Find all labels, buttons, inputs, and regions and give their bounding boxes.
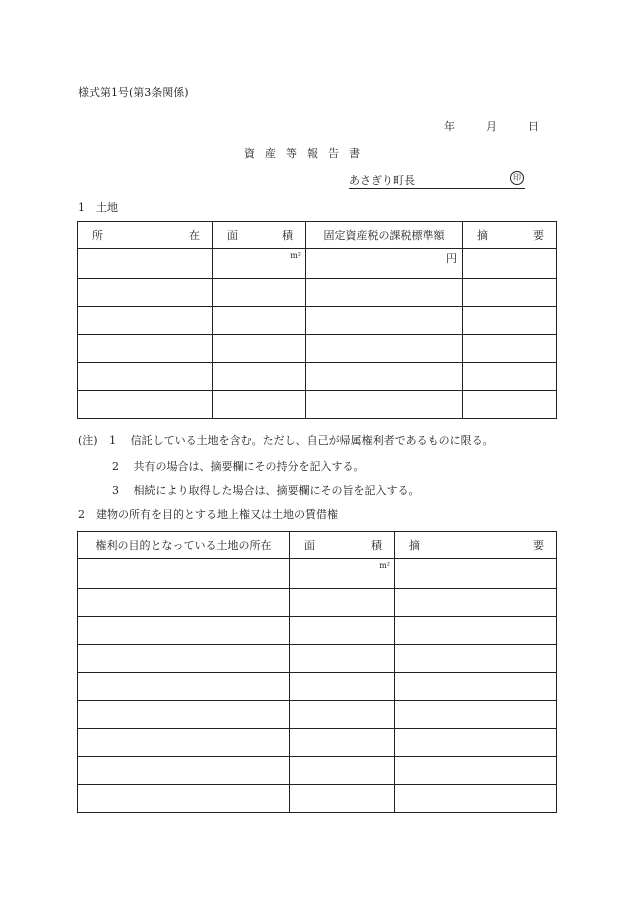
cell-remarks[interactable] xyxy=(395,785,557,813)
cell-land-location[interactable] xyxy=(78,785,290,813)
col-tax-base: 固定資産税の課税標準額 xyxy=(306,222,463,249)
title-char: 書 xyxy=(349,147,360,160)
table-row xyxy=(78,363,557,391)
cell-area[interactable] xyxy=(290,673,395,701)
note-text: 共有の場合は、摘要欄にその持分を記入する。 xyxy=(133,460,365,473)
table-row xyxy=(78,279,557,307)
cell-land-location[interactable] xyxy=(78,757,290,785)
note-1 xyxy=(78,432,494,448)
table-row xyxy=(78,645,557,673)
cell-area[interactable] xyxy=(213,249,306,279)
table-row xyxy=(78,701,557,729)
cell-area[interactable] xyxy=(290,559,395,589)
col-remarks: 摘 要 xyxy=(463,222,557,249)
cell-remarks[interactable] xyxy=(463,335,557,363)
note-number: 2 xyxy=(112,460,119,473)
cell-remarks[interactable] xyxy=(395,673,557,701)
cell-remarks[interactable] xyxy=(395,559,557,589)
form-label: 様式第1号(第3条関係) xyxy=(78,86,189,99)
note-text: 信託している土地を含む。ただし、自己が帰属権利者であるものに限る。 xyxy=(130,434,494,447)
cell-area[interactable] xyxy=(213,363,306,391)
cell-area[interactable] xyxy=(290,645,395,673)
unit-sqm: m² xyxy=(379,561,390,570)
note-prefix: (注) xyxy=(78,434,98,447)
cell-location[interactable] xyxy=(78,335,213,363)
cell-tax-base[interactable] xyxy=(306,249,463,279)
table-row xyxy=(78,335,557,363)
table-row xyxy=(78,757,557,785)
section-1-heading: 1 土地 xyxy=(78,201,118,214)
cell-tax-base[interactable] xyxy=(306,307,463,335)
cell-area[interactable] xyxy=(290,617,395,645)
cell-location[interactable] xyxy=(78,279,213,307)
table-row xyxy=(78,729,557,757)
cell-land-location[interactable] xyxy=(78,645,290,673)
cell-remarks[interactable] xyxy=(395,729,557,757)
cell-area[interactable] xyxy=(213,307,306,335)
seal-mark: 印 xyxy=(510,171,524,185)
table-row xyxy=(78,617,557,645)
cell-land-location[interactable] xyxy=(78,729,290,757)
cell-land-location[interactable] xyxy=(78,589,290,617)
date-month: 月 xyxy=(486,120,497,133)
unit-sqm: m² xyxy=(290,251,301,260)
cell-area[interactable] xyxy=(290,757,395,785)
col-land-location: 権利の目的となっている土地の所在 xyxy=(78,532,290,559)
cell-remarks[interactable] xyxy=(395,589,557,617)
cell-area[interactable] xyxy=(213,335,306,363)
title-char: 産 xyxy=(265,147,276,160)
cell-remarks[interactable] xyxy=(463,279,557,307)
date-line xyxy=(444,118,539,134)
cell-remarks[interactable] xyxy=(463,363,557,391)
cell-remarks[interactable] xyxy=(463,391,557,419)
cell-land-location[interactable] xyxy=(78,559,290,589)
date-year: 年 xyxy=(444,120,455,133)
note-number: 3 xyxy=(112,484,119,497)
cell-area[interactable] xyxy=(290,701,395,729)
cell-remarks[interactable] xyxy=(395,757,557,785)
cell-area[interactable] xyxy=(290,729,395,757)
cell-area[interactable] xyxy=(213,279,306,307)
cell-remarks[interactable] xyxy=(395,645,557,673)
table-row xyxy=(78,589,557,617)
signatory-name: あさぎり町長 xyxy=(349,174,415,187)
cell-land-location[interactable] xyxy=(78,701,290,729)
signature-line xyxy=(349,170,525,189)
cell-location[interactable] xyxy=(78,307,213,335)
cell-location[interactable] xyxy=(78,391,213,419)
col-area: 面 積 xyxy=(213,222,306,249)
cell-tax-base[interactable] xyxy=(306,391,463,419)
land-table xyxy=(77,221,557,419)
cell-tax-base[interactable] xyxy=(306,363,463,391)
col-area: 面 積 xyxy=(290,532,395,559)
title-char: 告 xyxy=(328,147,339,160)
cell-remarks[interactable] xyxy=(395,701,557,729)
title-char: 報 xyxy=(307,147,318,160)
cell-remarks[interactable] xyxy=(463,307,557,335)
cell-land-location[interactable] xyxy=(78,617,290,645)
col-location: 所 在 xyxy=(78,222,213,249)
leasehold-table xyxy=(77,531,557,813)
title-char: 等 xyxy=(286,147,297,160)
unit-yen: 円 xyxy=(446,252,457,265)
document-title xyxy=(244,145,370,161)
note-text: 相続により取得した場合は、摘要欄にその旨を記入する。 xyxy=(133,484,420,497)
date-day: 日 xyxy=(528,120,539,133)
note-number: 1 xyxy=(109,434,117,447)
col-remarks: 摘 要 xyxy=(395,532,557,559)
table-row xyxy=(78,785,557,813)
cell-remarks[interactable] xyxy=(395,617,557,645)
note-3 xyxy=(112,482,420,498)
table-row xyxy=(78,673,557,701)
table-row xyxy=(78,391,557,419)
cell-area[interactable] xyxy=(290,785,395,813)
cell-tax-base[interactable] xyxy=(306,279,463,307)
cell-area[interactable] xyxy=(213,391,306,419)
section-2-heading: 2 建物の所有を目的とする地上権又は土地の賃借権 xyxy=(78,508,338,521)
cell-tax-base[interactable] xyxy=(306,335,463,363)
table-row xyxy=(78,559,557,589)
cell-location[interactable] xyxy=(78,363,213,391)
table-row xyxy=(78,307,557,335)
cell-remarks[interactable] xyxy=(463,249,557,279)
cell-land-location[interactable] xyxy=(78,673,290,701)
cell-area[interactable] xyxy=(290,589,395,617)
table-row xyxy=(78,249,557,279)
title-char: 資 xyxy=(244,147,255,160)
note-2 xyxy=(112,458,365,474)
cell-location[interactable] xyxy=(78,249,213,279)
